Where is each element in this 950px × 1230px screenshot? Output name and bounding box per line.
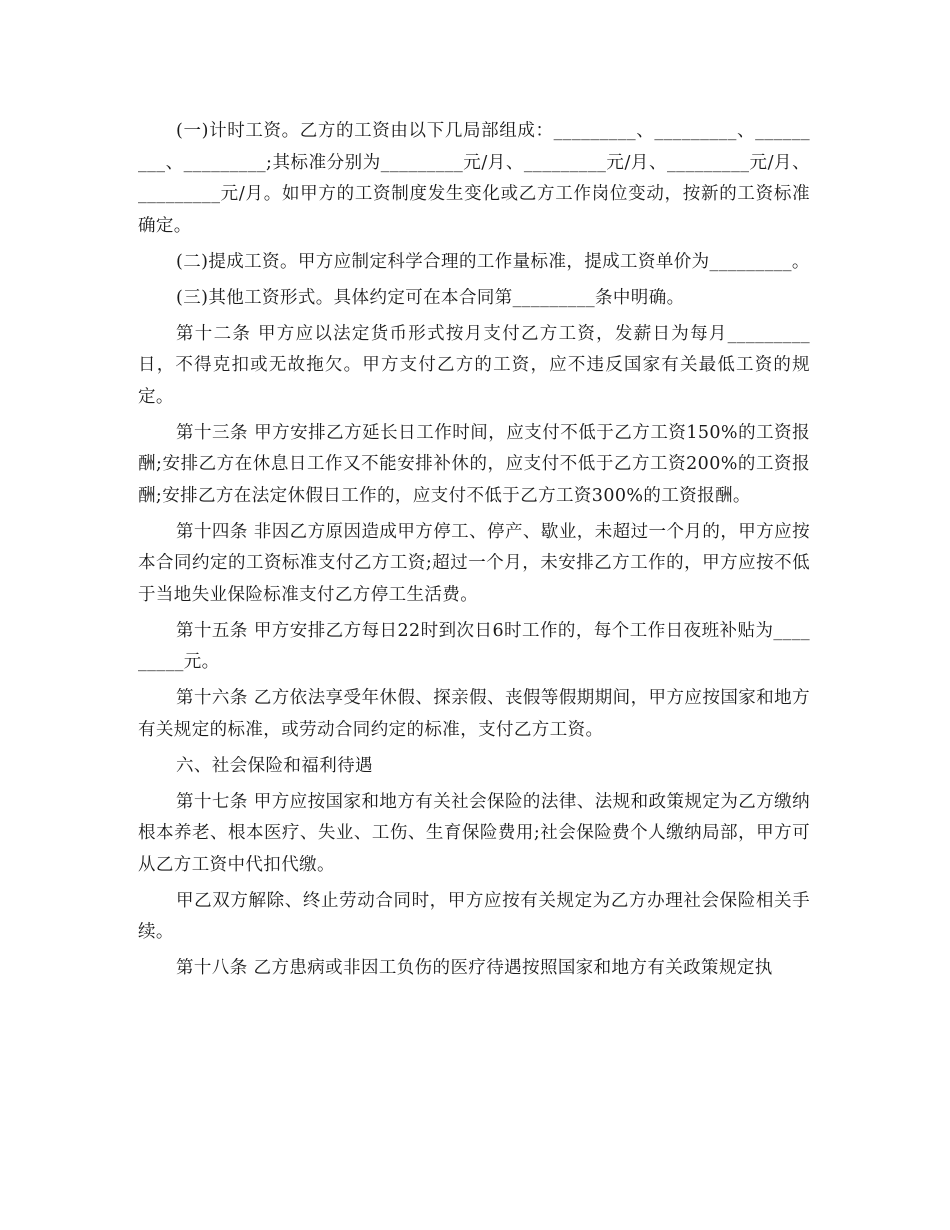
paragraph-other-wage: (三)其他工资形式。具体约定可在本合同第_________条中明确。 xyxy=(176,287,685,308)
paragraph-article-14: 第十四条 非因乙方原因造成甲方停工、停产、歇业，未超过一个月的，甲方应按本合同约定的工资标准支付乙方工资;超过一个月，未安排乙方工作的，甲方应按不低于当地失业保险标准支付乙方停工生活费。 xyxy=(138,521,810,605)
paragraph-article-18: 第十八条 乙方患病或非因工负伤的医疗待遇按照国家和地方有关政策规定执 xyxy=(176,958,773,978)
paragraph-article-17: 第十七条 甲方应按国家和地方有关社会保险的法律、法规和政策规定为乙方缴纳根本养老、根本医疗、失业、工伤、生育保险费用;社会保险费个人缴纳局部，甲方可从乙方工资中代扣代缴。 xyxy=(138,791,810,875)
paragraph-commission-wage: (二)提成工资。甲方应制定科学合理的工作量标准，提成工资单价为_________。 xyxy=(176,251,810,272)
paragraph-termination-insurance: 甲乙双方解除、终止劳动合同时，甲方应按有关规定为乙方办理社会保险相关手续。 xyxy=(138,890,810,942)
paragraph-article-12: 第十二条 甲方应以法定货币形式按月支付乙方工资，发薪日为每月_________日，不得克扣或无故拖欠。甲方支付乙方的工资，应不违反国家有关最低工资的规定。 xyxy=(138,323,810,407)
paragraph-article-15: 第十五条 甲方安排乙方每日22时到次日6时工作的，每个工作日夜班补贴为_________元。 xyxy=(138,620,810,672)
paragraph-article-16: 第十六条 乙方依法享受年休假、探亲假、丧假等假期期间，甲方应按国家和地方有关规定的标准，或劳动合同约定的标准，支付乙方工资。 xyxy=(138,688,810,740)
document-body xyxy=(138,116,810,989)
section-heading-social-insurance: 六、社会保险和福利待遇 xyxy=(176,755,373,776)
paragraph-hourly-wage: (一)计时工资。乙方的工资由以下几局部组成：_________、_________、_________、_________;其标准分别为_________元/月、_________元/月、_________元/月、_________元/月。如甲方的工资制度发生变化或乙方工作岗位变动，按新的工资标准确定。 xyxy=(138,121,810,236)
paragraph-article-13: 第十三条 甲方安排乙方延长日工作时间，应支付不低于乙方工资150%的工资报酬;安排乙方在休息日工作又不能安排补休的，应支付不低于乙方工资200%的工资报酬;安排乙方在法定休假日工作的，应支付不低于乙方工资300%的工资报酬。 xyxy=(138,422,810,506)
